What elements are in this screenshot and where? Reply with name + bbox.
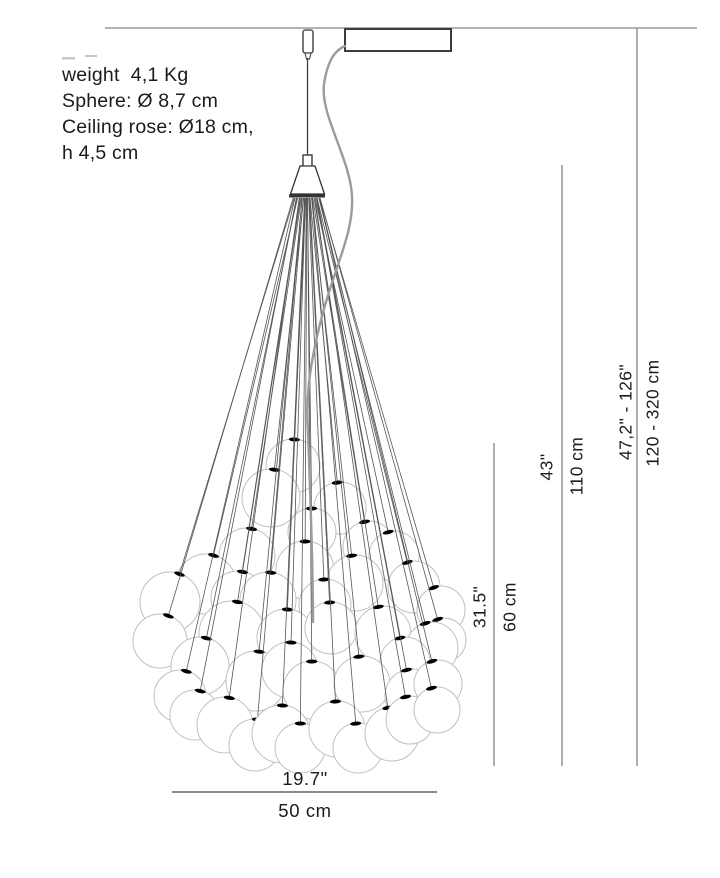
dim-range-cm-label: 120 - 320 cm	[642, 359, 663, 467]
sphere-cluster	[133, 198, 466, 773]
spec-weight: weight 4,1 Kg	[62, 64, 189, 86]
dim-range-inches-label: 47,2" - 126"	[615, 363, 636, 461]
artifact-dash	[62, 57, 75, 60]
spec-sphere: Sphere: Ø 8,7 cm	[62, 90, 219, 112]
artifact-dash	[85, 55, 97, 57]
spec-ceiling-rose: Ceiling rose: Ø18 cm,	[62, 116, 254, 138]
ceiling-rose-box	[345, 29, 451, 51]
cone-connector	[303, 155, 312, 167]
suspension-cone	[291, 166, 325, 194]
cable-mount	[303, 30, 313, 53]
spec-height: h 4,5 cm	[62, 142, 139, 164]
dim-60cm-label: 60 cm	[499, 582, 520, 632]
spec-text-block	[62, 62, 254, 166]
dim-60cm-inches-label: 31.5"	[469, 585, 490, 629]
dim-110cm-label: 110 cm	[566, 436, 587, 496]
glass-sphere	[414, 687, 460, 733]
dim-width-cm-label: 50 cm	[278, 800, 332, 821]
dim-width-inches-label: 19.7"	[282, 768, 328, 789]
dim-110cm-inches-label: 43"	[536, 453, 557, 481]
